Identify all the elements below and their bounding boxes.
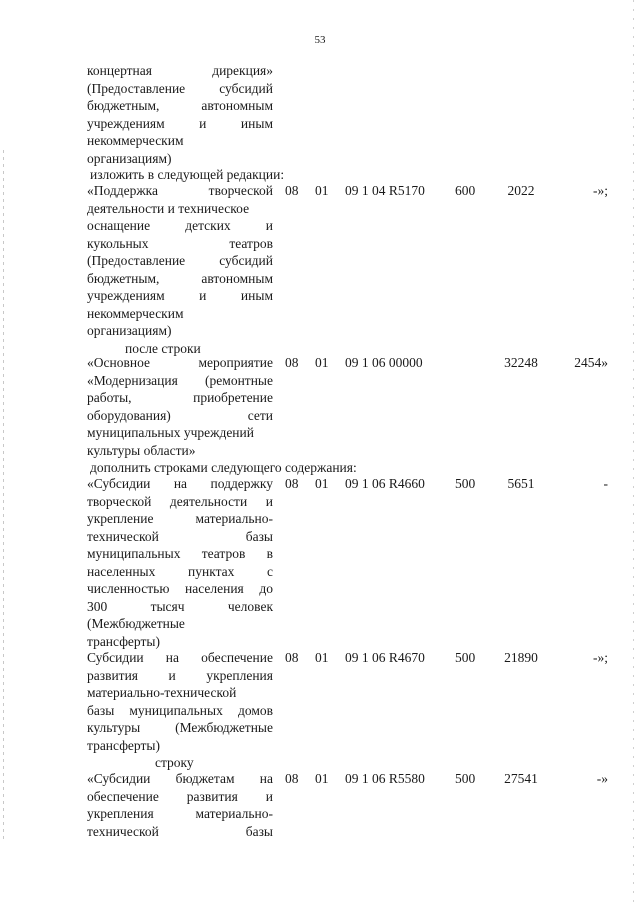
desc-line: бюджетным, автономным xyxy=(87,98,273,113)
row4-section: 08 xyxy=(285,650,299,665)
row1-expense-type: 600 xyxy=(455,183,476,198)
row3-expense-type: 500 xyxy=(455,476,476,491)
instruction-edit: изложить в следующей редакции: xyxy=(90,167,285,182)
row1-subsection: 01 xyxy=(315,183,329,198)
instruction-after-row: после строки xyxy=(125,341,201,356)
row2-section: 08 xyxy=(285,355,299,370)
desc-line: численностью населения до xyxy=(87,581,273,596)
page-number: 53 xyxy=(314,34,326,46)
row1-description xyxy=(87,182,273,340)
desc-line: оснащение детских и xyxy=(87,218,273,233)
row5-amount: 27541 xyxy=(504,771,538,786)
desc-line: обеспечение развития и xyxy=(87,788,273,804)
desc-line: организациям) xyxy=(87,323,172,338)
row1-amount: 2022 xyxy=(507,183,535,198)
desc-line: «Модернизация (ремонтные xyxy=(87,372,273,388)
desc-line: базы муниципальных домов xyxy=(87,702,273,718)
desc-line: укрепление материально- xyxy=(87,511,273,526)
row1-end-value: -»; xyxy=(593,183,608,198)
row5-end-value: -» xyxy=(596,771,608,786)
row4-target-code: 09 1 06 R4670 xyxy=(345,650,425,665)
row5-section: 08 xyxy=(285,771,299,786)
instruction-add-rows: дополнить строками следующего содержания: xyxy=(90,460,357,475)
desc-line: «Субсидии на поддержку xyxy=(87,476,273,491)
desc-line: технической базы xyxy=(87,823,273,839)
desc-line: творческой деятельности и xyxy=(87,493,273,509)
desc-line: муниципальных театров в xyxy=(87,546,273,561)
instruction-row: строку xyxy=(155,755,194,770)
desc-line: (Предоставление субсидий xyxy=(87,253,273,268)
desc-line: (Межбюджетные xyxy=(87,616,185,631)
block0-description xyxy=(87,62,273,167)
row5-description xyxy=(87,770,273,840)
row5-expense-type: 500 xyxy=(455,771,476,786)
desc-line: трансферты) xyxy=(87,737,160,753)
desc-line: работы, приобретение xyxy=(87,390,273,405)
desc-line: культуры (Межбюджетные xyxy=(87,720,273,735)
desc-line: «Поддержка творческой xyxy=(87,183,273,198)
desc-line: (Предоставление субсидий xyxy=(87,80,273,96)
desc-line: муниципальных учреждений xyxy=(87,425,254,440)
row2-amount: 32248 xyxy=(504,355,538,370)
row4-end-value: -»; xyxy=(593,650,608,665)
desc-line: 300 тысяч человек xyxy=(87,598,273,614)
desc-line: развития и укрепления xyxy=(87,667,273,683)
row4-subsection: 01 xyxy=(315,650,329,665)
desc-line: укрепления материально- xyxy=(87,806,273,821)
desc-line: кукольных театров xyxy=(87,235,273,251)
row2-end-value: 2454» xyxy=(574,355,608,370)
desc-line: деятельности и техническое xyxy=(87,200,250,216)
desc-line: «Субсидии бюджетам на xyxy=(87,771,273,786)
scan-margin-left xyxy=(3,150,4,840)
row4-expense-type: 500 xyxy=(455,650,476,665)
row2-subsection: 01 xyxy=(315,355,329,370)
row3-amount: 5651 xyxy=(507,476,535,491)
row2-target-code: 09 1 06 00000 xyxy=(345,355,423,370)
desc-line: Субсидии на обеспечение xyxy=(87,650,273,665)
desc-line: населенных пунктах с xyxy=(87,563,273,579)
row4-description xyxy=(87,649,273,754)
desc-line: некоммерческим xyxy=(87,305,184,321)
row3-end-value: - xyxy=(603,476,608,491)
row3-description xyxy=(87,475,273,650)
row3-subsection: 01 xyxy=(315,476,329,491)
desc-line: технической базы xyxy=(87,528,273,544)
row2-description xyxy=(87,354,273,459)
desc-line: культуры области» xyxy=(87,442,196,458)
desc-line: концертная дирекция» xyxy=(87,63,273,78)
row3-section: 08 xyxy=(285,476,299,491)
scan-margin-right xyxy=(633,0,634,905)
desc-line: оборудования) сети xyxy=(87,407,273,423)
desc-line: учреждениям и иным xyxy=(87,288,273,303)
row5-target-code: 09 1 06 R5580 xyxy=(345,771,425,786)
row1-section: 08 xyxy=(285,183,299,198)
desc-line: трансферты) xyxy=(87,633,160,649)
desc-line: организациям) xyxy=(87,150,172,166)
desc-line: бюджетным, автономным xyxy=(87,270,273,286)
row3-target-code: 09 1 06 R4660 xyxy=(345,476,425,491)
desc-line: учреждениям и иным xyxy=(87,115,273,131)
row5-subsection: 01 xyxy=(315,771,329,786)
desc-line: некоммерческим xyxy=(87,133,184,148)
row1-target-code: 09 1 04 R5170 xyxy=(345,183,425,198)
desc-line: «Основное мероприятие xyxy=(87,355,273,370)
desc-line: материально-технической xyxy=(87,685,237,700)
row4-amount: 21890 xyxy=(504,650,538,665)
